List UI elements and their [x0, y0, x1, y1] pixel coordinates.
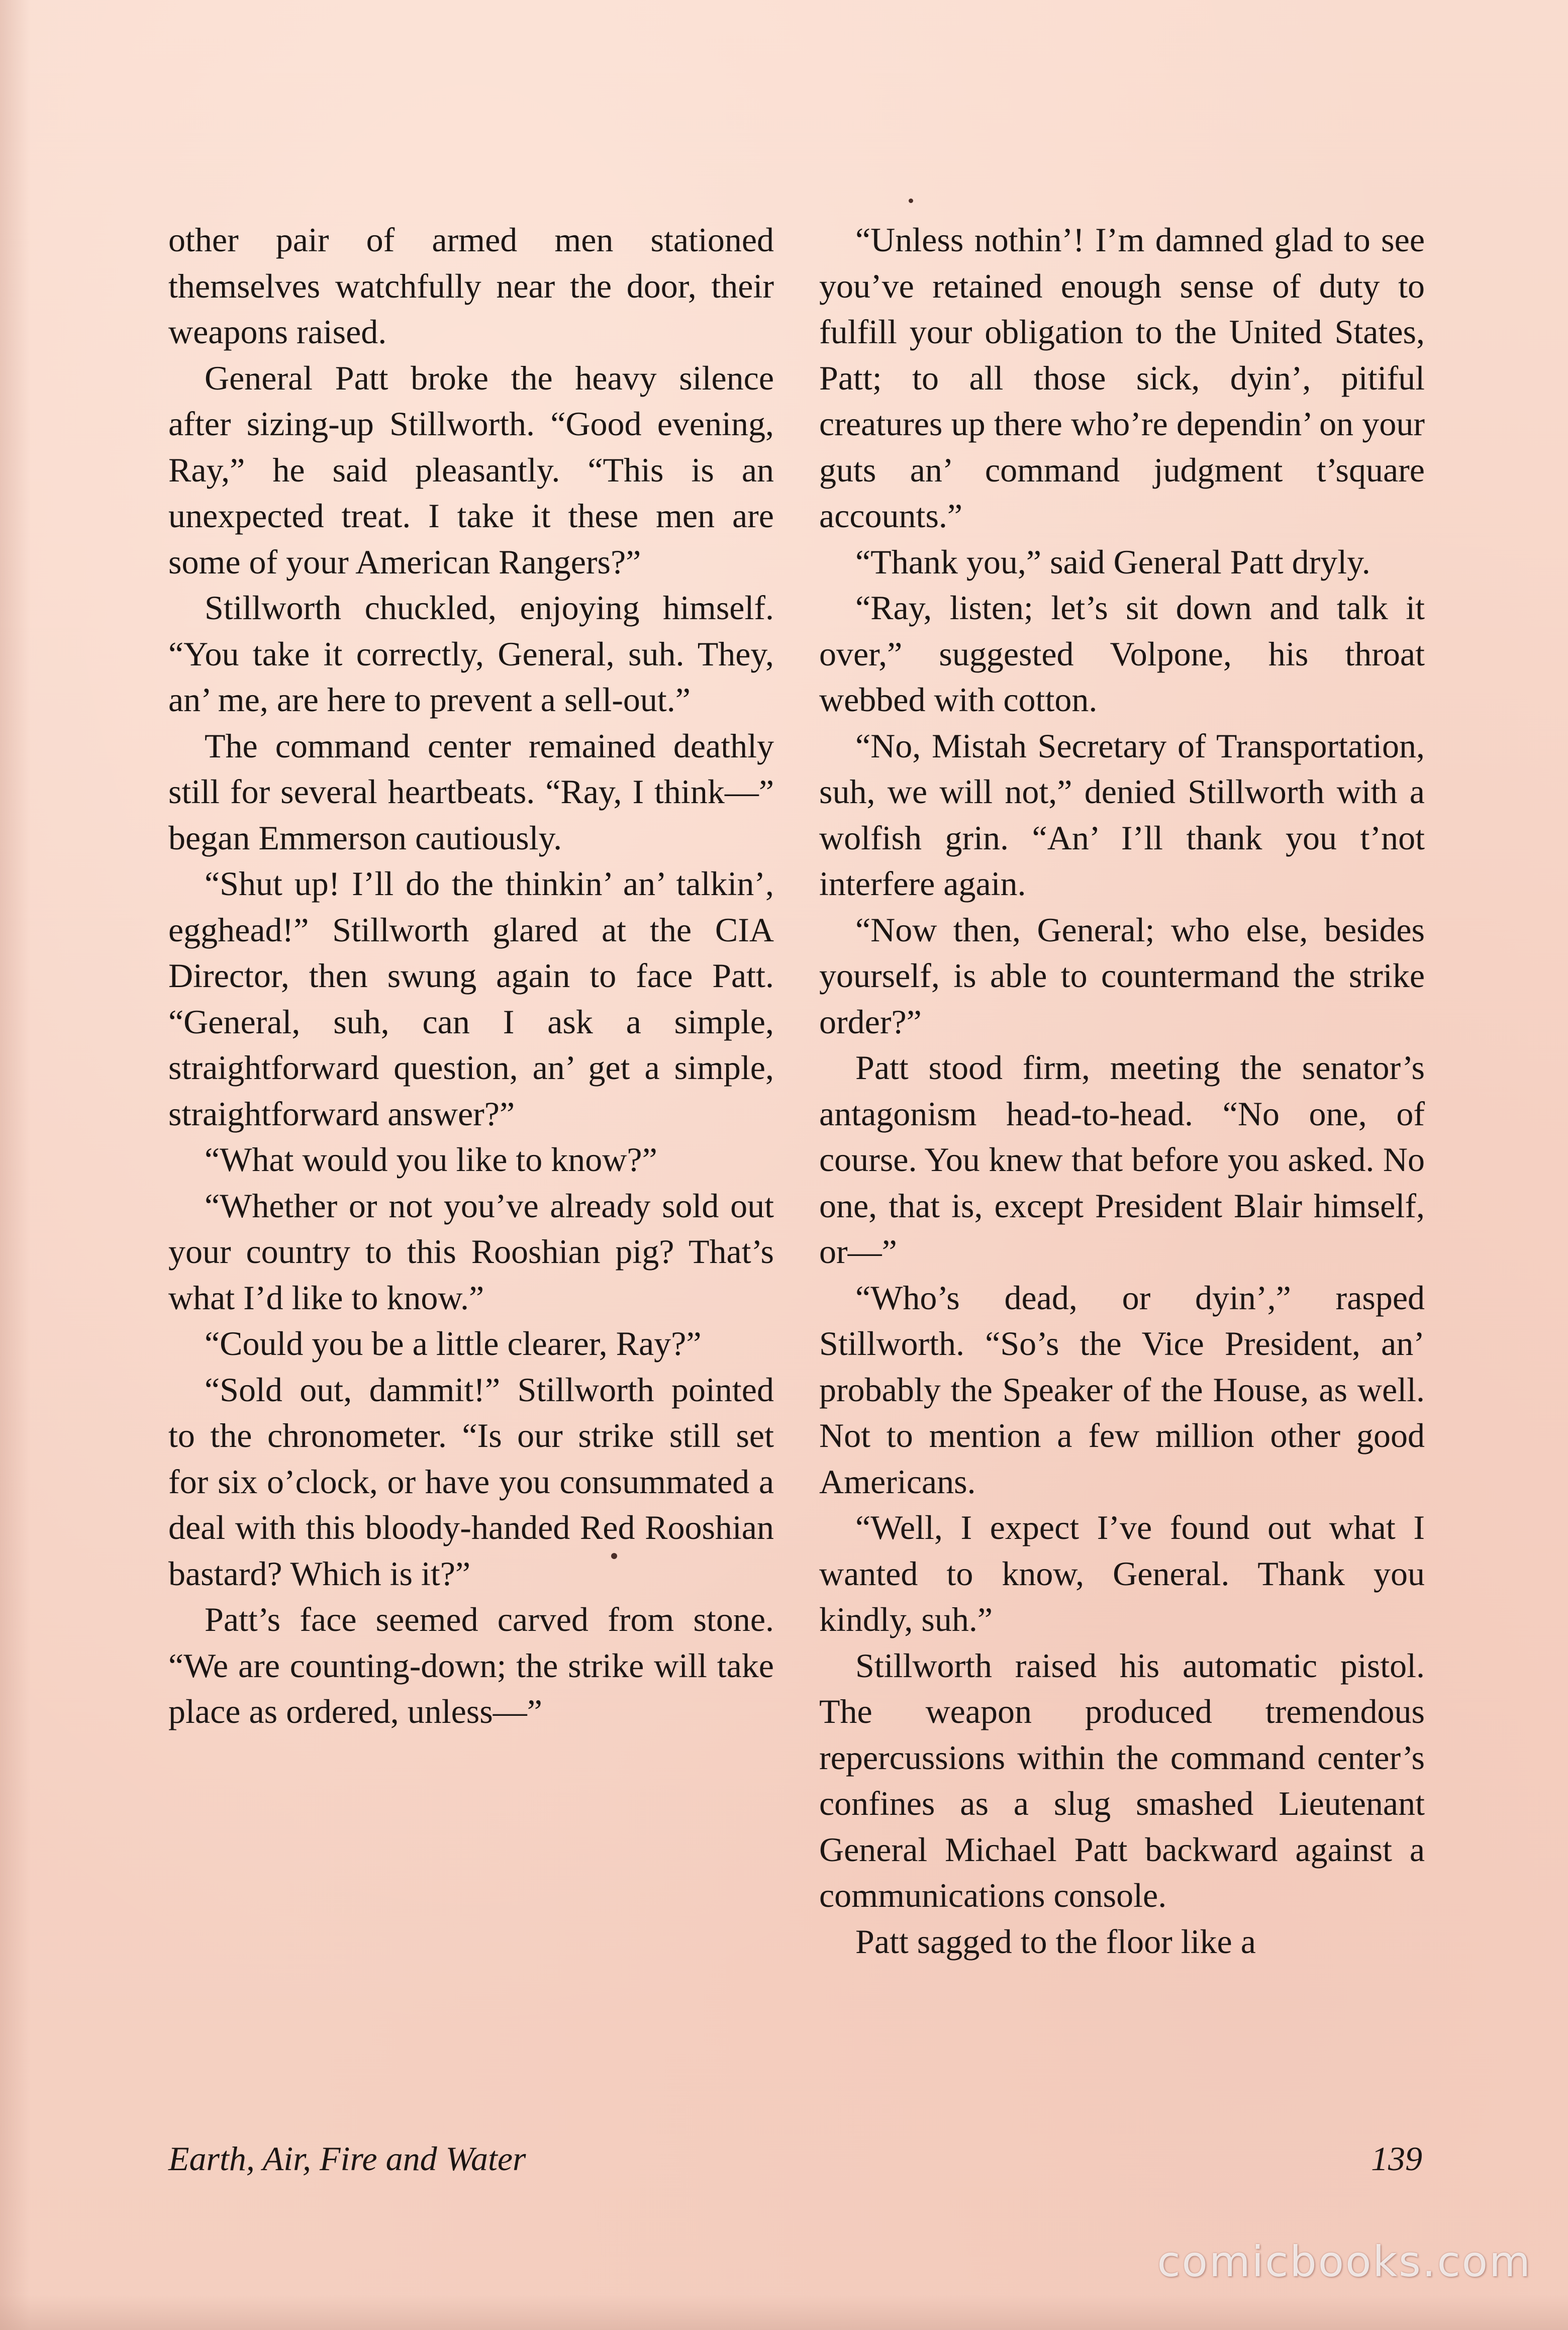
- paragraph: Stillworth chuckled, enjoying himself. “You take it correctly, General, suh. They, an’ me, are here to prevent a sell-out.”: [168, 589, 774, 719]
- paragraph: “No, Mistah Secretary of Transportation, suh, we will not,” denied Stillworth with a wolfish grin. “An’ I’ll thank you t’not interfere again.: [819, 726, 1425, 903]
- paragraph: “Now then, General; who else, besides yourself, is able to countermand the strike order?”: [819, 910, 1425, 1041]
- paragraph: “Shut up! I’ll do the thinkin’ an’ talkin’, egghead!” Stillworth glared at the CIA Director, then swung again to face Patt. “General, suh, can I ask a simple, straightforward question, an’ get a simple, straightforward answer?”: [168, 864, 774, 1133]
- page-number: 139: [1371, 2140, 1422, 2178]
- running-footer-title: Earth, Air, Fire and Water: [168, 2140, 526, 2178]
- watermark-logo: comicbooks.com: [1157, 2237, 1532, 2286]
- paragraph: Stillworth raised his automatic pistol. The weapon produced tremendous repercussions within the command center’s confines as a slug smashed Lieutenant General Michael Patt backward against a communications console.: [819, 1646, 1425, 1914]
- paragraph: “Whether or not you’ve already sold out your country to this Rooshian pig? That’s what I’d like to know.”: [168, 1186, 774, 1317]
- paragraph: other pair of armed men stationed themselves watchfully near the door, their weapons raised.: [168, 221, 774, 351]
- paragraph: Patt’s face seemed carved from stone. “We are counting-down; the strike will take place as ordered, unless—”: [168, 1600, 774, 1730]
- paragraph: “Could you be a little clearer, Ray?”: [205, 1324, 702, 1363]
- paragraph: Patt sagged to the floor like a: [855, 1922, 1256, 1961]
- paragraph: “Unless nothin’! I’m damned glad to see you’ve retained enough sense of duty to fulfill your obligation to the United States, Patt; to all those sick, dyin’, pitiful creatures up there who’re dependin’ on your guts an’ command judgment t’square accounts.”: [819, 221, 1425, 535]
- ink-speck: [909, 199, 913, 203]
- page-edge-shadow: [0, 0, 30, 2330]
- page-bottom-shadow: [0, 2295, 1568, 2330]
- paragraph: The command center remained deathly still for several heartbeats. “Ray, I think—” began Emmerson cautiously.: [168, 726, 774, 857]
- paragraph: “Thank you,” said General Patt dryly.: [855, 542, 1370, 581]
- paragraph: “Ray, listen; let’s sit down and talk it over,” suggested Volpone, his throat webbed with cotton.: [819, 589, 1425, 719]
- paragraph: Patt stood firm, meeting the senator’s antagonism head-to-head. “No one, of course. You knew that before you asked. No one, that is, except President Blair himself, or—”: [819, 1048, 1425, 1271]
- text-column-left: [168, 217, 774, 1735]
- paragraph: “Sold out, dammit!” Stillworth pointed to the chronometer. “Is our strike still set for six o’clock, or have you consummated a deal with this bloody-handed Red Rooshian bastard? Which is it?”: [168, 1370, 774, 1593]
- text-column-right: [819, 217, 1425, 1965]
- paragraph: “Well, I expect I’ve found out what I wanted to know, General. Thank you kindly, suh.”: [819, 1508, 1425, 1638]
- paragraph: “What would you like to know?”: [205, 1140, 657, 1179]
- paragraph: “Who’s dead, or dyin’,” rasped Stillworth. “So’s the Vice President, an’ probably the Speaker of the House, as well. Not to mention a few million other good Americans.: [819, 1278, 1425, 1501]
- paragraph: General Patt broke the heavy silence after sizing-up Stillworth. “Good evening, Ray,” he said pleasantly. “This is an unexpected treat. I take it these men are some of your American Rangers?”: [168, 358, 774, 581]
